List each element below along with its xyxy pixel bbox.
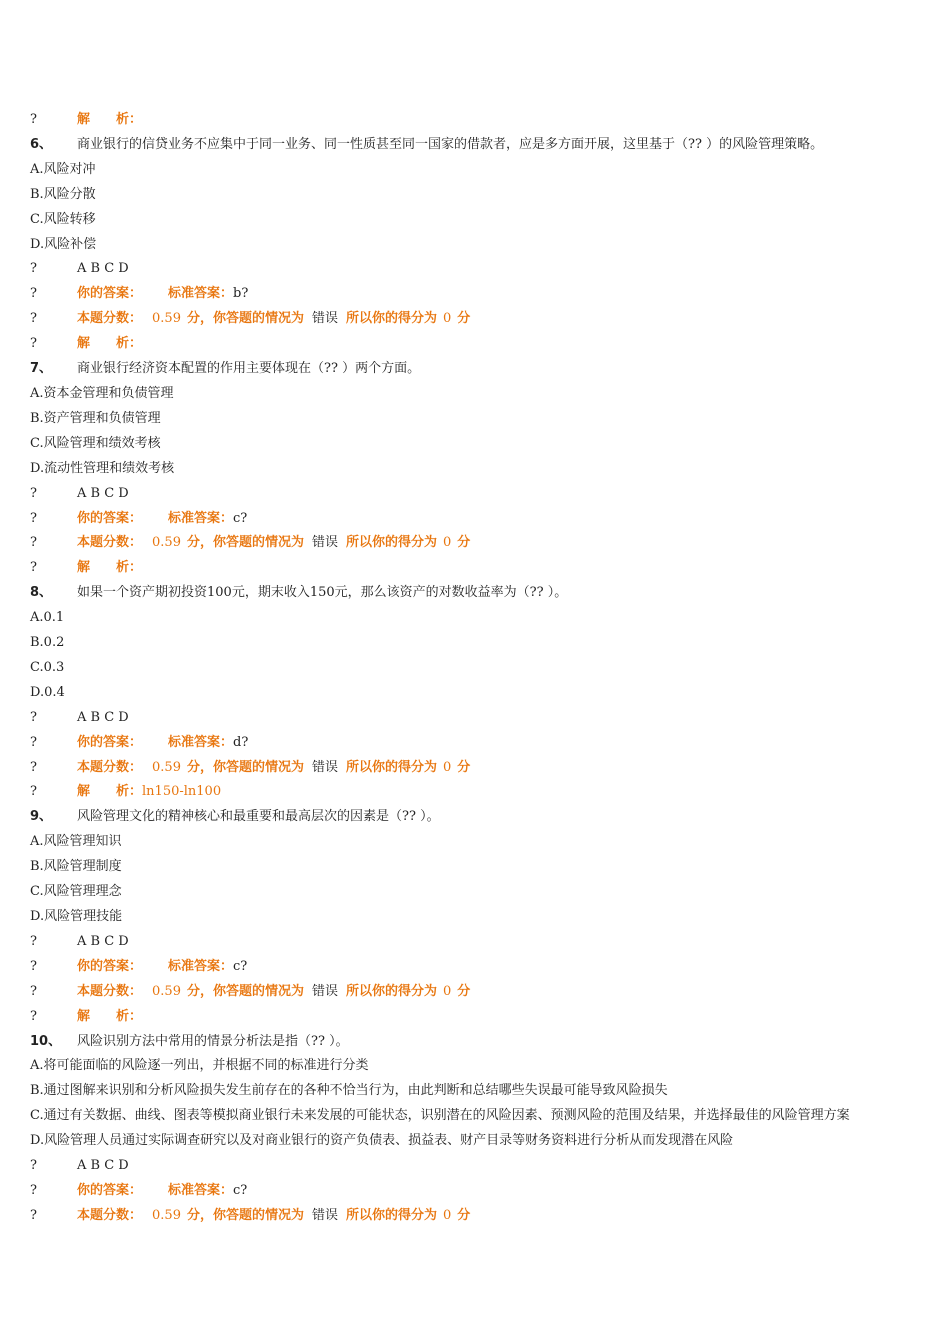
score-value: 0.59: [152, 311, 181, 327]
choice-text[interactable]: B.通过图解来识别和分析风险损失发生前存在的各种不恰当行为，由此判断和总结哪些失误最可能导致风险损失: [30, 1083, 668, 1099]
your-answer-label: 你的答案：: [77, 1182, 143, 1198]
standard-answer-value: b?: [233, 286, 249, 302]
option-letters[interactable]: A B C D: [77, 709, 129, 725]
question-stem: [30, 581, 910, 606]
score-line: [30, 1204, 910, 1229]
analysis-line: [30, 108, 910, 133]
gain-unit: 分: [457, 311, 471, 327]
bullet-mark: ?: [30, 1158, 37, 1174]
question-stem: [30, 805, 910, 830]
option-letters[interactable]: A B C D: [77, 1158, 129, 1174]
standard-answer-label: 标准答案：: [168, 510, 234, 526]
bullet-mark: ?: [30, 784, 37, 800]
question-stem: [30, 133, 910, 158]
score-value: 0.59: [152, 759, 181, 775]
analysis-label: 解 析：: [77, 784, 143, 800]
options-line: [30, 706, 910, 731]
choice-item: [30, 183, 910, 208]
score-unit: 分，你答题的情况为: [186, 311, 304, 327]
gain-unit: 分: [457, 759, 471, 775]
choice-text[interactable]: C.风险管理和绩效考核: [30, 435, 161, 451]
score-value: 0.59: [152, 1207, 181, 1223]
choice-item: [30, 830, 910, 855]
standard-answer-label: 标准答案：: [168, 958, 234, 974]
analysis-line: [30, 780, 910, 805]
question-number: 10、: [30, 1033, 62, 1049]
standard-answer-label: 标准答案：: [168, 734, 234, 750]
choice-item: [30, 1079, 910, 1104]
gain-value: 0: [443, 1207, 452, 1223]
gain-label: 所以你的得分为: [346, 983, 438, 999]
gain-label: 所以你的得分为: [346, 311, 438, 327]
score-label: 本题分数：: [77, 535, 143, 551]
choice-item: [30, 855, 910, 880]
your-answer-label: 你的答案：: [77, 958, 143, 974]
question-text: 风险管理文化的精神核心和最重要和最高层次的因素是（?? ）。: [77, 809, 440, 825]
bullet-mark: ?: [30, 1008, 37, 1024]
choice-item: [30, 1129, 910, 1154]
bullet-mark: ?: [30, 336, 37, 352]
options-line: [30, 482, 910, 507]
choice-text[interactable]: B.0.2: [30, 635, 65, 651]
question-number: 7、: [30, 361, 53, 377]
score-line: [30, 756, 910, 781]
bullet-mark: ?: [30, 759, 37, 775]
option-letters[interactable]: A B C D: [77, 933, 129, 949]
bullet-mark: ?: [30, 933, 37, 949]
choice-text[interactable]: C.风险管理理念: [30, 884, 122, 900]
bullet-mark: ?: [30, 261, 37, 277]
option-letters[interactable]: A B C D: [77, 485, 129, 501]
score-unit: 分，你答题的情况为: [186, 535, 304, 551]
score-unit: 分，你答题的情况为: [186, 1207, 304, 1223]
choice-text[interactable]: D.风险管理人员通过实际调查研究以及对商业银行的资产负债表、损益表、财产目录等财务资料进行分析从而发现潜在风险: [30, 1133, 734, 1149]
answer-line: [30, 731, 910, 756]
choice-item: [30, 1104, 910, 1129]
score-unit: 分，你答题的情况为: [186, 759, 304, 775]
bullet-mark: ?: [30, 535, 37, 551]
choice-text[interactable]: D.风险管理技能: [30, 909, 123, 924]
your-answer-label: 你的答案：: [77, 734, 143, 750]
choice-text[interactable]: C.风险转移: [30, 211, 96, 227]
choice-item: [30, 233, 910, 258]
gain-unit: 分: [457, 1207, 471, 1223]
bullet-mark: ?: [30, 734, 37, 750]
analysis-line: [30, 1005, 910, 1030]
question-stem: [30, 1030, 910, 1055]
question-number: 6、: [30, 136, 53, 152]
choice-item: [30, 880, 910, 905]
choice-item: [30, 382, 910, 407]
choice-text[interactable]: A.风险管理知识: [30, 834, 122, 850]
bullet-mark: ?: [30, 983, 37, 999]
question-number: 9、: [30, 809, 53, 825]
score-value: 0.59: [152, 983, 181, 999]
answer-line: [30, 955, 910, 980]
choice-item: [30, 432, 910, 457]
standard-answer-value: c?: [233, 510, 248, 526]
choice-item: [30, 457, 910, 482]
option-letters[interactable]: A B C D: [77, 261, 129, 277]
question-text: 商业银行的信贷业务不应集中于同一业务、同一性质甚至同一国家的借款者，应是多方面开展，这里基于（?? ）的风险管理策略。: [77, 136, 824, 152]
your-answer-label: 你的答案：: [77, 286, 143, 302]
choice-item: [30, 656, 910, 681]
options-line: [30, 930, 910, 955]
score-unit: 分，你答题的情况为: [186, 983, 304, 999]
bullet-mark: ?: [30, 112, 37, 127]
question-text: 商业银行经济资本配置的作用主要体现在（?? ）两个方面。: [77, 361, 421, 377]
result-text: 错误: [311, 535, 338, 551]
bullet-mark: ?: [30, 1182, 37, 1198]
bullet-mark: ?: [30, 485, 37, 501]
analysis-line: [30, 332, 910, 357]
result-text: 错误: [311, 311, 338, 327]
score-line: [30, 531, 910, 556]
bullet-mark: ?: [30, 311, 37, 327]
choice-text[interactable]: C.通过有关数据、曲线、图表等模拟商业银行未来发展的可能状态，识别潜在的风险因素、预测风险的范围及结果，并选择最佳的风险管理方案: [30, 1108, 850, 1124]
bullet-mark: ?: [30, 958, 37, 974]
gain-value: 0: [443, 311, 452, 327]
choice-text[interactable]: D.流动性管理和绩效考核: [30, 460, 175, 476]
choice-text[interactable]: C.0.3: [30, 659, 65, 675]
question-text: 如果一个资产期初投资100元，期末收入150元，那么该资产的对数收益率为（?? ）。: [77, 585, 568, 601]
question-stem: [30, 357, 910, 382]
gain-label: 所以你的得分为: [346, 535, 438, 551]
answer-line: [30, 1179, 910, 1204]
choice-item: [30, 681, 910, 706]
bullet-mark: ?: [30, 709, 37, 725]
choice-item: [30, 631, 910, 656]
choice-text[interactable]: D.0.4: [30, 684, 65, 700]
score-label: 本题分数：: [77, 983, 143, 999]
choice-text[interactable]: B.风险分散: [30, 186, 96, 202]
choice-text[interactable]: D.风险补偿: [30, 236, 97, 252]
standard-answer-label: 标准答案：: [168, 1182, 234, 1198]
choice-item: [30, 905, 910, 930]
analysis-label: 解 析：: [77, 112, 143, 127]
gain-value: 0: [443, 983, 452, 999]
question-number: 8、: [30, 585, 53, 601]
choice-item: [30, 158, 910, 183]
choice-item: [30, 208, 910, 233]
options-line: [30, 1154, 910, 1179]
options-line: [30, 257, 910, 282]
score-label: 本题分数：: [77, 759, 143, 775]
choice-item: [30, 407, 910, 432]
choice-text[interactable]: A.风险对冲: [30, 161, 96, 177]
answer-line: [30, 507, 910, 532]
standard-answer-value: d?: [233, 734, 249, 750]
standard-answer-value: c?: [233, 1182, 248, 1198]
score-value: 0.59: [152, 535, 181, 551]
result-text: 错误: [311, 759, 338, 775]
choice-item: [30, 606, 910, 631]
choice-item: [30, 1054, 910, 1079]
score-label: 本题分数：: [77, 1207, 143, 1223]
choice-text[interactable]: A.0.1: [30, 610, 65, 626]
standard-answer-label: 标准答案：: [168, 286, 234, 302]
score-line: [30, 307, 910, 332]
bullet-mark: ?: [30, 560, 37, 576]
result-text: 错误: [311, 983, 338, 999]
your-answer-label: 你的答案：: [77, 510, 143, 526]
analysis-label: 解 析：: [77, 560, 143, 576]
choice-text[interactable]: A.将可能面临的风险逐一列出，并根据不同的标准进行分类: [30, 1058, 369, 1074]
score-label: 本题分数：: [77, 311, 143, 327]
gain-label: 所以你的得分为: [346, 1207, 438, 1223]
gain-unit: 分: [457, 535, 471, 551]
result-text: 错误: [311, 1207, 338, 1223]
answer-line: [30, 282, 910, 307]
choice-text[interactable]: A.资本金管理和负债管理: [30, 385, 174, 401]
choice-text[interactable]: B.资产管理和负债管理: [30, 410, 161, 426]
score-line: [30, 980, 910, 1005]
exam-document: [30, 108, 910, 1229]
analysis-line: [30, 556, 910, 581]
bullet-mark: ?: [30, 286, 37, 302]
choice-text[interactable]: B.风险管理制度: [30, 859, 122, 875]
analysis-label: 解 析：: [77, 1008, 143, 1024]
gain-label: 所以你的得分为: [346, 759, 438, 775]
bullet-mark: ?: [30, 1207, 37, 1223]
analysis-text: ln150-ln100: [142, 784, 222, 800]
question-text: 风险识别方法中常用的情景分析法是指（?? ）。: [77, 1033, 349, 1049]
bullet-mark: ?: [30, 510, 37, 526]
gain-value: 0: [443, 759, 452, 775]
standard-answer-value: c?: [233, 958, 248, 974]
analysis-label: 解 析：: [77, 336, 143, 352]
gain-unit: 分: [457, 983, 471, 999]
gain-value: 0: [443, 535, 452, 551]
